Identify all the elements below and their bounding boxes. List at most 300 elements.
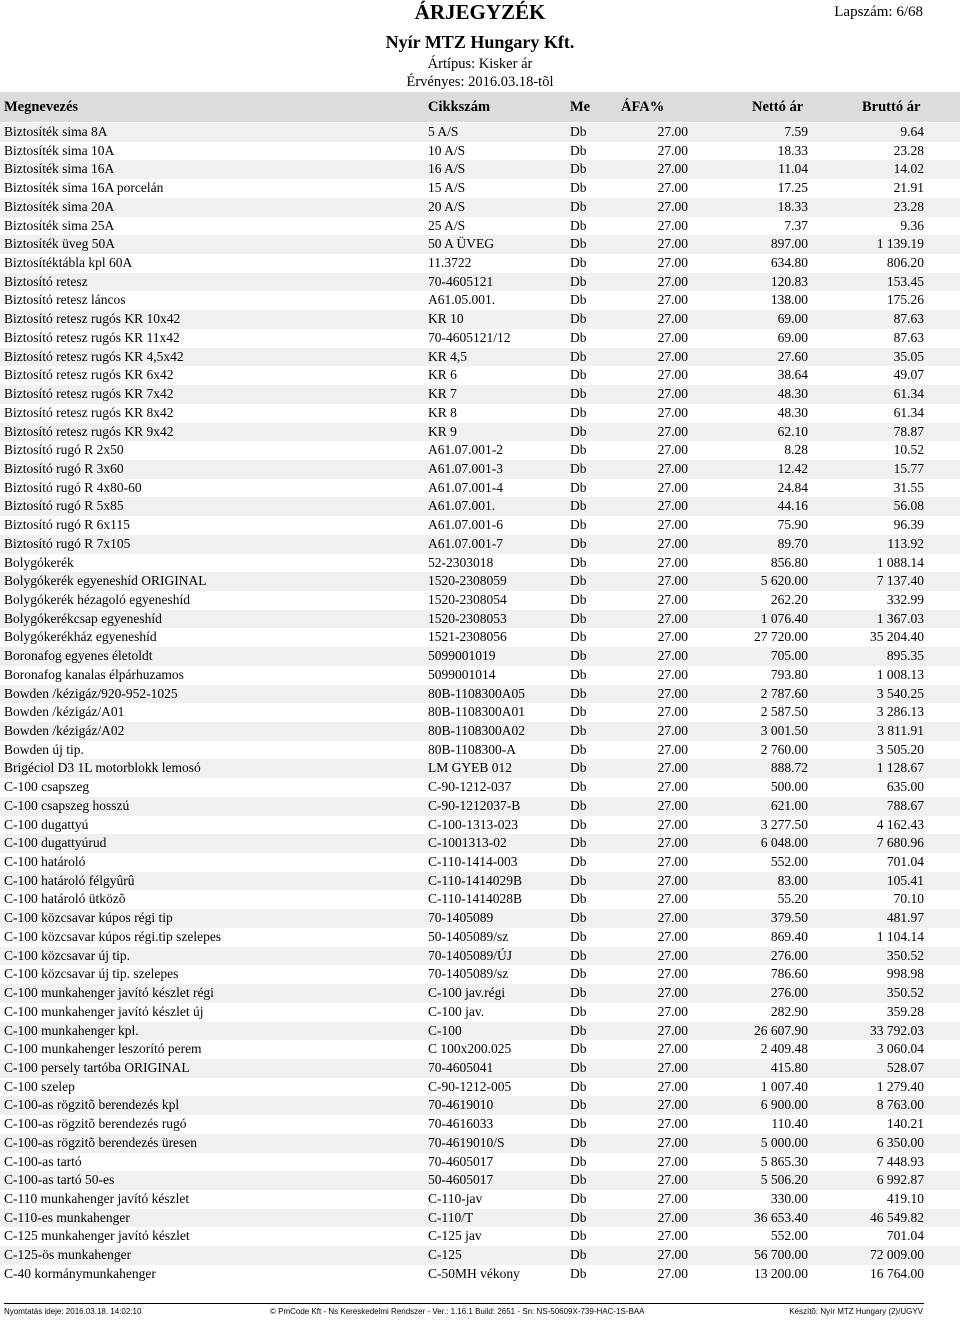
item-code: 70-4619010/S bbox=[428, 1134, 505, 1150]
item-unit: Db bbox=[570, 835, 587, 851]
item-vat: 27.00 bbox=[657, 442, 688, 458]
table-row bbox=[0, 123, 960, 142]
item-gross-price: 105.41 bbox=[886, 872, 924, 888]
item-gross-price: 350.52 bbox=[886, 985, 924, 1001]
item-net-price: 7.37 bbox=[784, 217, 808, 233]
item-code: 5099001014 bbox=[428, 666, 496, 682]
item-name: C-100 szelep bbox=[4, 1078, 75, 1094]
item-name: C-110-es munkahenger bbox=[4, 1209, 130, 1225]
item-vat: 27.00 bbox=[657, 273, 688, 289]
item-name: C-100-as tartó bbox=[4, 1153, 82, 1169]
item-vat: 27.00 bbox=[657, 236, 688, 252]
table-row bbox=[0, 535, 960, 554]
item-name: Bolygókerék bbox=[4, 554, 74, 570]
item-unit: Db bbox=[570, 1003, 587, 1019]
page-number: Lapszám: 6/68 bbox=[834, 4, 923, 20]
table-row bbox=[0, 741, 960, 760]
item-gross-price: 3 286.13 bbox=[876, 704, 924, 720]
item-vat: 27.00 bbox=[657, 124, 688, 139]
item-unit: Db bbox=[570, 198, 587, 214]
item-code: C-110-1414029B bbox=[428, 872, 522, 888]
item-code: 20 A/S bbox=[428, 198, 466, 214]
item-code: C-125 bbox=[428, 1247, 462, 1263]
item-code: 50 A ÜVEG bbox=[428, 236, 495, 252]
item-unit: Db bbox=[570, 460, 587, 476]
item-unit: Db bbox=[570, 273, 587, 289]
table-row bbox=[0, 703, 960, 722]
item-unit: Db bbox=[570, 947, 587, 963]
item-name: C-40 kormánymunkahenger bbox=[4, 1265, 156, 1281]
item-code: 25 A/S bbox=[428, 217, 466, 233]
item-code: 50-1405089/sz bbox=[428, 928, 509, 944]
item-gross-price: 21.91 bbox=[893, 180, 924, 196]
item-net-price: 12.42 bbox=[777, 460, 808, 476]
item-unit: Db bbox=[570, 479, 587, 495]
item-vat: 27.00 bbox=[657, 741, 688, 757]
table-row bbox=[0, 722, 960, 741]
price-table-body bbox=[0, 123, 960, 1284]
item-net-price: 69.00 bbox=[777, 311, 808, 327]
table-row bbox=[0, 647, 960, 666]
item-vat: 27.00 bbox=[657, 985, 688, 1001]
item-gross-price: 806.20 bbox=[886, 255, 924, 271]
item-unit: Db bbox=[570, 1059, 587, 1075]
item-net-price: 7.59 bbox=[784, 124, 808, 139]
item-vat: 27.00 bbox=[657, 1153, 688, 1169]
table-row bbox=[0, 310, 960, 329]
item-unit: Db bbox=[570, 666, 587, 682]
item-vat: 27.00 bbox=[657, 685, 688, 701]
item-gross-price: 15.77 bbox=[893, 460, 924, 476]
item-vat: 27.00 bbox=[657, 554, 688, 570]
item-vat: 27.00 bbox=[657, 460, 688, 476]
item-vat: 27.00 bbox=[657, 928, 688, 944]
table-row bbox=[0, 816, 960, 835]
item-name: Brigéciol D3 1L motorblokk lemosó bbox=[4, 760, 201, 776]
table-row bbox=[0, 1059, 960, 1078]
item-gross-price: 701.04 bbox=[886, 1228, 924, 1244]
table-row bbox=[0, 291, 960, 310]
item-vat: 27.00 bbox=[657, 386, 688, 402]
item-unit: Db bbox=[570, 872, 587, 888]
item-vat: 27.00 bbox=[657, 255, 688, 271]
table-row bbox=[0, 329, 960, 348]
item-gross-price: 61.34 bbox=[893, 386, 924, 402]
item-code: C-100-1313-023 bbox=[428, 816, 518, 832]
item-code: A61.07.001. bbox=[428, 498, 496, 514]
table-row bbox=[0, 834, 960, 853]
item-gross-price: 96.39 bbox=[893, 517, 924, 533]
item-vat: 27.00 bbox=[657, 891, 688, 907]
item-name: Biztosító rugó R 6x115 bbox=[4, 517, 130, 533]
table-row bbox=[0, 797, 960, 816]
item-unit: Db bbox=[570, 797, 587, 813]
item-code: KR 8 bbox=[428, 404, 457, 420]
item-unit: Db bbox=[570, 1265, 587, 1281]
item-name: Bolygókerékház egyeneshíd bbox=[4, 629, 157, 645]
item-unit: Db bbox=[570, 760, 587, 776]
item-name: Biztosíték sima 16A bbox=[4, 161, 115, 177]
item-code: KR 9 bbox=[428, 423, 457, 439]
item-name: C-100 persely tartóba ORIGINAL bbox=[4, 1059, 190, 1075]
item-name: Bolygókerékcsap egyeneshíd bbox=[4, 610, 162, 626]
item-net-price: 379.50 bbox=[770, 910, 808, 926]
item-net-price: 55.20 bbox=[777, 891, 808, 907]
item-unit: Db bbox=[570, 1134, 587, 1150]
item-net-price: 17.25 bbox=[777, 180, 808, 196]
item-gross-price: 61.34 bbox=[893, 404, 924, 420]
item-net-price: 705.00 bbox=[770, 648, 808, 664]
item-vat: 27.00 bbox=[657, 198, 688, 214]
table-row bbox=[0, 404, 960, 423]
item-name: Bowden /kézigáz/920-952-1025 bbox=[4, 685, 178, 701]
item-net-price: 38.64 bbox=[777, 367, 808, 383]
item-code: C-110-jav bbox=[428, 1190, 483, 1206]
item-code: 1520-2308053 bbox=[428, 610, 507, 626]
item-gross-price: 788.67 bbox=[886, 797, 924, 813]
item-unit: Db bbox=[570, 255, 587, 271]
item-name: Biztosító rugó R 7x105 bbox=[4, 535, 131, 551]
item-gross-price: 72 009.00 bbox=[870, 1247, 924, 1263]
item-vat: 27.00 bbox=[657, 1265, 688, 1281]
item-net-price: 282.90 bbox=[770, 1003, 808, 1019]
item-gross-price: 49.07 bbox=[893, 367, 924, 383]
item-gross-price: 7 448.93 bbox=[876, 1153, 924, 1169]
item-name: C-100 közcsavar új tip. bbox=[4, 947, 130, 963]
company-name: Nyír MTZ Hungary Kft. bbox=[385, 32, 575, 52]
item-name: C-100-as rögzitõ berendezés rugó bbox=[4, 1116, 187, 1132]
item-name: C-100 munkahenger kpl. bbox=[4, 1022, 139, 1038]
item-code: 70-4616033 bbox=[428, 1116, 494, 1132]
item-vat: 27.00 bbox=[657, 760, 688, 776]
item-gross-price: 419.10 bbox=[886, 1190, 924, 1206]
item-vat: 27.00 bbox=[657, 479, 688, 495]
table-row bbox=[0, 497, 960, 516]
item-unit: Db bbox=[570, 704, 587, 720]
item-name: Biztosíték üveg 50A bbox=[4, 236, 115, 252]
table-row bbox=[0, 610, 960, 629]
item-net-price: 110.40 bbox=[771, 1116, 808, 1132]
item-net-price: 415.80 bbox=[770, 1059, 808, 1075]
item-net-price: 856.80 bbox=[770, 554, 808, 570]
table-row bbox=[0, 479, 960, 498]
table-row bbox=[0, 1171, 960, 1190]
item-name: Biztosíték sima 20A bbox=[4, 198, 115, 214]
table-row bbox=[0, 160, 960, 179]
item-code: A61.07.001-4 bbox=[428, 479, 503, 495]
table-row bbox=[0, 516, 960, 535]
item-vat: 27.00 bbox=[657, 666, 688, 682]
table-row bbox=[0, 460, 960, 479]
item-gross-price: 78.87 bbox=[893, 423, 924, 439]
item-code: 80B-1108300A02 bbox=[428, 723, 525, 738]
item-vat: 27.00 bbox=[657, 404, 688, 420]
item-net-price: 83.00 bbox=[777, 872, 808, 888]
item-unit: Db bbox=[570, 1022, 587, 1038]
item-name: Bolygókerék egyeneshíd ORIGINAL bbox=[4, 573, 207, 589]
item-unit: Db bbox=[570, 161, 587, 177]
item-code: C-100 jav. bbox=[428, 1003, 485, 1019]
item-net-price: 44.16 bbox=[777, 498, 808, 514]
item-vat: 27.00 bbox=[657, 1097, 688, 1113]
item-unit: Db bbox=[570, 367, 587, 383]
item-net-price: 5 620.00 bbox=[760, 573, 808, 589]
item-name: Biztosíték sima 8A bbox=[4, 124, 108, 139]
item-gross-price: 35 204.40 bbox=[870, 629, 924, 645]
item-net-price: 26 607.90 bbox=[754, 1022, 808, 1038]
item-code: C-110-1414028B bbox=[428, 891, 522, 907]
item-vat: 27.00 bbox=[657, 348, 688, 364]
item-gross-price: 16 764.00 bbox=[870, 1265, 924, 1281]
item-unit: Db bbox=[570, 910, 587, 926]
item-net-price: 634.80 bbox=[770, 255, 808, 271]
item-unit: Db bbox=[570, 1097, 587, 1113]
item-vat: 27.00 bbox=[657, 1022, 688, 1038]
table-row bbox=[0, 1209, 960, 1228]
item-gross-price: 3 811.91 bbox=[877, 723, 924, 738]
item-gross-price: 1 008.13 bbox=[876, 666, 924, 682]
item-code: A61.07.001-6 bbox=[428, 517, 503, 533]
item-name: Biztosító retesz láncos bbox=[4, 292, 126, 308]
item-net-price: 2 587.50 bbox=[760, 704, 808, 720]
item-net-price: 138.00 bbox=[770, 292, 808, 308]
item-unit: Db bbox=[570, 891, 587, 907]
item-code: C-90-1212-005 bbox=[428, 1078, 512, 1094]
item-name: Boronafog egyenes életoldt bbox=[4, 648, 153, 664]
item-name: C-100 közcsavar kúpos régi tip bbox=[4, 910, 173, 926]
table-row bbox=[0, 666, 960, 685]
item-unit: Db bbox=[570, 498, 587, 514]
item-name: Biztosító retesz rugós KR 4,5x42 bbox=[4, 348, 184, 364]
item-code: C-50MH vékony bbox=[428, 1265, 520, 1281]
item-vat: 27.00 bbox=[657, 629, 688, 645]
item-gross-price: 46 549.82 bbox=[870, 1209, 924, 1225]
item-vat: 27.00 bbox=[657, 161, 688, 177]
item-name: Biztosító retesz rugós KR 11x42 bbox=[4, 329, 180, 345]
item-net-price: 36 653.40 bbox=[754, 1209, 808, 1225]
item-name: Biztosító retesz rugós KR 8x42 bbox=[4, 404, 174, 420]
item-gross-price: 1 088.14 bbox=[876, 554, 924, 570]
item-gross-price: 23.28 bbox=[893, 142, 924, 158]
item-vat: 27.00 bbox=[657, 311, 688, 327]
item-net-price: 552.00 bbox=[770, 1228, 808, 1244]
item-net-price: 5 000.00 bbox=[760, 1134, 808, 1150]
item-code: KR 7 bbox=[428, 386, 457, 402]
item-code: 70-4619010 bbox=[428, 1097, 494, 1113]
item-name: C-100 határoló bbox=[4, 854, 86, 870]
print-time: Nyomtatás ideje: 2016.03.18. 14:02:10 bbox=[4, 1307, 142, 1316]
table-row bbox=[0, 1190, 960, 1209]
item-code: C-100 bbox=[428, 1022, 462, 1038]
item-unit: Db bbox=[570, 404, 587, 420]
item-vat: 27.00 bbox=[657, 835, 688, 851]
item-gross-price: 140.21 bbox=[886, 1116, 924, 1132]
item-name: C-100 dugattyú bbox=[4, 816, 89, 832]
item-net-price: 1 007.40 bbox=[760, 1078, 808, 1094]
item-code: C-110-1414-003 bbox=[428, 854, 518, 870]
item-vat: 27.00 bbox=[657, 1003, 688, 1019]
table-row bbox=[0, 1040, 960, 1059]
item-net-price: 2 760.00 bbox=[760, 741, 808, 757]
item-net-price: 276.00 bbox=[770, 947, 808, 963]
item-vat: 27.00 bbox=[657, 797, 688, 813]
item-name: Bowden /kézigáz/A02 bbox=[4, 723, 125, 738]
item-vat: 27.00 bbox=[657, 1228, 688, 1244]
item-net-price: 24.84 bbox=[777, 479, 808, 495]
item-code: C-1001313-02 bbox=[428, 835, 507, 851]
item-gross-price: 1 139.19 bbox=[876, 236, 924, 252]
table-row bbox=[0, 965, 960, 984]
item-code: 70-1405089/ÚJ bbox=[428, 947, 512, 963]
item-name: Biztosító retesz rugós KR 9x42 bbox=[4, 423, 174, 439]
item-vat: 27.00 bbox=[657, 854, 688, 870]
item-net-price: 8.28 bbox=[784, 442, 808, 458]
item-unit: Db bbox=[570, 723, 587, 738]
item-net-price: 330.00 bbox=[770, 1190, 808, 1206]
item-unit: Db bbox=[570, 311, 587, 327]
item-vat: 27.00 bbox=[657, 872, 688, 888]
item-gross-price: 481.97 bbox=[886, 910, 924, 926]
item-code: 50-4605017 bbox=[428, 1172, 494, 1188]
item-net-price: 500.00 bbox=[770, 779, 808, 795]
item-name: C-100-as tartó 50-es bbox=[4, 1172, 115, 1188]
item-unit: Db bbox=[570, 1172, 587, 1188]
item-gross-price: 3 540.25 bbox=[876, 685, 924, 701]
item-name: Biztosító retesz rugós KR 6x42 bbox=[4, 367, 174, 383]
column-header-name: Megnevezés bbox=[4, 99, 79, 115]
item-vat: 27.00 bbox=[657, 704, 688, 720]
item-net-price: 552.00 bbox=[770, 854, 808, 870]
table-row bbox=[0, 853, 960, 872]
item-gross-price: 10.52 bbox=[893, 442, 924, 458]
item-vat: 27.00 bbox=[657, 966, 688, 982]
item-net-price: 888.72 bbox=[770, 760, 808, 776]
item-unit: Db bbox=[570, 180, 587, 196]
item-code: 1521-2308056 bbox=[428, 629, 507, 645]
item-vat: 27.00 bbox=[657, 1116, 688, 1132]
item-unit: Db bbox=[570, 386, 587, 402]
item-name: Biztosító retesz bbox=[4, 273, 88, 289]
column-header-gross-price: Bruttó ár bbox=[862, 99, 921, 115]
item-gross-price: 1 367.03 bbox=[876, 610, 924, 626]
column-header-net-price: Nettó ár bbox=[752, 99, 804, 115]
item-vat: 27.00 bbox=[657, 1041, 688, 1057]
item-unit: Db bbox=[570, 629, 587, 645]
item-code: 70-4605121/12 bbox=[428, 329, 511, 345]
table-row bbox=[0, 554, 960, 573]
item-net-price: 48.30 bbox=[777, 404, 808, 420]
table-row bbox=[0, 591, 960, 610]
item-code: A61.05.001. bbox=[428, 292, 496, 308]
item-unit: Db bbox=[570, 685, 587, 701]
item-name: C-100 munkahenger javító készlet régi bbox=[4, 985, 214, 1001]
table-row bbox=[0, 366, 960, 385]
item-unit: Db bbox=[570, 966, 587, 982]
item-net-price: 120.83 bbox=[770, 273, 808, 289]
item-vat: 27.00 bbox=[657, 648, 688, 664]
item-net-price: 276.00 bbox=[770, 985, 808, 1001]
table-row bbox=[0, 1227, 960, 1246]
item-gross-price: 175.26 bbox=[886, 292, 924, 308]
item-gross-price: 635.00 bbox=[886, 779, 924, 795]
item-gross-price: 9.64 bbox=[900, 124, 924, 139]
item-net-price: 1 076.40 bbox=[760, 610, 808, 626]
item-vat: 27.00 bbox=[657, 591, 688, 607]
item-net-price: 13 200.00 bbox=[754, 1265, 808, 1281]
item-name: C-100 csapszeg hosszú bbox=[4, 797, 130, 813]
item-code: C-125 jav bbox=[428, 1228, 482, 1244]
item-unit: Db bbox=[570, 1153, 587, 1169]
table-row bbox=[0, 142, 960, 161]
item-gross-price: 7 680.96 bbox=[876, 835, 924, 851]
item-vat: 27.00 bbox=[657, 573, 688, 589]
item-name: C-100 munkahenger javító készlet új bbox=[4, 1003, 204, 1019]
item-unit: Db bbox=[570, 124, 587, 139]
table-row bbox=[0, 1265, 960, 1284]
item-name: C-100 határoló ütközõ bbox=[4, 891, 126, 907]
item-vat: 27.00 bbox=[657, 292, 688, 308]
table-row bbox=[0, 628, 960, 647]
item-gross-price: 895.35 bbox=[886, 648, 924, 664]
item-gross-price: 87.63 bbox=[893, 329, 924, 345]
item-unit: Db bbox=[570, 591, 587, 607]
item-net-price: 262.20 bbox=[770, 591, 808, 607]
item-vat: 27.00 bbox=[657, 423, 688, 439]
item-name: Bowden új tip. bbox=[4, 741, 84, 757]
item-code: LM GYEB 012 bbox=[428, 760, 512, 776]
item-unit: Db bbox=[570, 1228, 587, 1244]
item-vat: 27.00 bbox=[657, 1059, 688, 1075]
item-name: C-100 dugattyúrud bbox=[4, 835, 107, 851]
item-vat: 27.00 bbox=[657, 142, 688, 158]
item-net-price: 793.80 bbox=[770, 666, 808, 682]
item-unit: Db bbox=[570, 535, 587, 551]
item-name: Biztosíték sima 10A bbox=[4, 142, 115, 158]
item-gross-price: 33 792.03 bbox=[870, 1022, 924, 1038]
item-vat: 27.00 bbox=[657, 1190, 688, 1206]
item-name: Biztosító rugó R 4x80-60 bbox=[4, 479, 142, 495]
item-name: Bolygókerék hézagoló egyeneshíd bbox=[4, 591, 190, 607]
column-header-code: Cikkszám bbox=[428, 99, 491, 115]
item-code: 52-2303018 bbox=[428, 554, 494, 570]
item-gross-price: 9.36 bbox=[900, 217, 924, 233]
table-row bbox=[0, 423, 960, 442]
item-net-price: 27.60 bbox=[777, 348, 808, 364]
item-name: Biztosíték sima 25A bbox=[4, 217, 115, 233]
table-row bbox=[0, 254, 960, 273]
item-net-price: 27 720.00 bbox=[754, 629, 808, 645]
item-code: C 100x200.025 bbox=[428, 1041, 512, 1057]
item-gross-price: 350.52 bbox=[886, 947, 924, 963]
item-unit: Db bbox=[570, 517, 587, 533]
item-gross-price: 3 060.04 bbox=[876, 1041, 924, 1057]
item-name: Biztosító retesz rugós KR 10x42 bbox=[4, 311, 181, 327]
price-type: Ártípus: Kisker ár bbox=[427, 56, 533, 72]
table-row bbox=[0, 909, 960, 928]
item-name: Boronafog kanalas élpárhuzamos bbox=[4, 666, 184, 682]
item-gross-price: 31.55 bbox=[893, 479, 924, 495]
item-net-price: 6 900.00 bbox=[760, 1097, 808, 1113]
item-unit: Db bbox=[570, 142, 587, 158]
item-unit: Db bbox=[570, 348, 587, 364]
item-gross-price: 8 763.00 bbox=[876, 1097, 924, 1113]
item-net-price: 18.33 bbox=[777, 142, 808, 158]
item-name: C-100 csapszeg bbox=[4, 779, 90, 795]
table-row bbox=[0, 572, 960, 591]
item-unit: Db bbox=[570, 1247, 587, 1263]
item-vat: 27.00 bbox=[657, 1134, 688, 1150]
item-code: 11.3722 bbox=[428, 255, 472, 271]
